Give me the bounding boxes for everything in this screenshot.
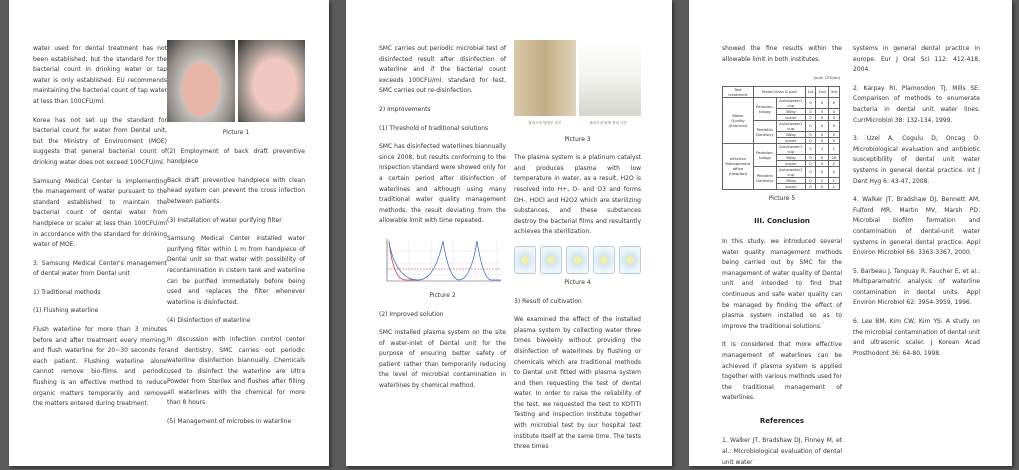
table-cell: 0 <box>816 97 828 108</box>
process-step-icon <box>619 246 641 274</box>
page3-left-column <box>722 44 842 466</box>
table-cell: 1 <box>828 143 839 154</box>
page1-left-column <box>33 44 167 418</box>
subsection-heading: (3) Installation of water purifying filter <box>167 216 282 224</box>
table-header: 3rd <box>828 86 839 97</box>
table-cell: 0 <box>805 177 816 183</box>
table-header: Tested Area & port <box>753 86 805 97</box>
section-heading: 3. Samsung Medical Center's management of dental water from Dental unit <box>33 259 167 278</box>
reference-item: 2. Karpay RI, Plamondon TJ, Mills SE: Comparison of methods to enumerate bacteria in dental unit water lines. CurrMicrobiol 38: 132-134, 1999. <box>853 84 980 124</box>
process-step-icon <box>566 246 588 274</box>
bacterial-count-curve-figure <box>379 235 506 287</box>
paragraph: Samsung Medical Center installed water purifying filter within 1 m from handpiece of Dental unit so that water with possibility of recontamination in cistern tank and waterline can be purified immediately before being used and replaces the filter whenever waterline is disinfected. <box>167 235 305 306</box>
handpiece-photo-left <box>167 40 235 122</box>
paragraph: It is considered that more effective management of waterlines can be achieved if plasma system is applied together with various methods used for the traditional management of waterlines. <box>722 341 842 402</box>
figure-caption: Picture 4 <box>564 278 591 286</box>
table-cell: 0 <box>805 120 816 131</box>
handpiece-photo-right <box>238 40 306 122</box>
paragraph: The plasma system is a platinum catalyst and produces plasma with low temperature in water, as a result, H2O is resolved into H+, O- and O3 and forms OH-, HOCl and H2O2 which are sterilizing substances, and these substances destroy the bacterial films and resultantly achieves the sterilization. <box>514 154 641 236</box>
table-cell: 0 <box>805 137 816 143</box>
picture-3-photos <box>514 40 641 116</box>
section-heading: 2) Improvements <box>379 105 431 113</box>
subsection-heading: (2) Employment of back draft preventive handpiece <box>167 147 305 166</box>
table-cell: 0 <box>816 137 828 143</box>
table-cell: 0 <box>828 114 839 120</box>
table-cell: 0 <box>805 114 816 120</box>
table-cell: scaler <box>777 183 805 189</box>
table-cell: scaler <box>777 137 805 143</box>
table-cell: scaler <box>777 114 805 120</box>
table-header-row <box>723 86 840 97</box>
table-cell: scaler <box>777 160 805 166</box>
plasma-device-photo <box>579 40 641 116</box>
subsection-heading: (4) Disinfection of waterline <box>167 317 251 325</box>
table-cell: 3Way <box>777 154 805 160</box>
page-2 <box>346 0 672 466</box>
table-cell: 0 <box>828 137 839 143</box>
table-cell: Auto/water1 cup <box>777 166 805 177</box>
table-cell: 0 <box>828 131 839 137</box>
table-cell: 0 <box>816 131 828 137</box>
reference-item: 6. Lee BM, Kim CW, Kim YS: A study on the microbial contamination of dental unit and ultrasonic scaler. J Korean Acad Prosthodont 36: 64-80, 1998. <box>853 318 980 357</box>
table-cell: Pediatric Dentistry <box>753 166 776 189</box>
paragraph: We examined the effect of the installed plasma system by collecting water three times biweekly without providing the disinfection of waterlines by flushing or chemicals which are traditional methods to Dental unit fitted with plasma system and then requesting the test of dental water. In order to raise the reliability of the test, we requested the test to KOTITI Testing and Inspection Institute together with microbial test by our hospital test institute itself at the same time. The tests three times <box>514 316 641 451</box>
table-cell: 0 <box>828 166 839 177</box>
photo-label: 플라즈마 발생부 사진 <box>528 121 561 125</box>
figure-caption: Picture 2 <box>429 291 456 299</box>
table-cell: 3Way <box>777 131 805 137</box>
paragraph: SMC has disinfected waterlines biannually since 2008, but results conforming to the inspection standard were showed only for a certain period after disinfection of waterlines and although using many traditional water quality management methods, the result deviating from the allowable limit with time repeated. <box>379 143 506 225</box>
reference-item: 5. Barbeau J, Tanguay R, Faucher E, et al.: Multiparametric analysis of waterline contamination in dental units. Appl Environ Microbiol 62: 3954-3959, 1996. <box>853 267 980 307</box>
table-cell: 1 <box>828 183 839 189</box>
subsection-heading: (2) Improved solution <box>379 310 444 318</box>
table-cell: 0 <box>805 143 816 154</box>
table-cell: Water Quality (External) <box>723 97 754 143</box>
table-cell: Infection Management office (Hospital) <box>723 143 754 189</box>
table-cell: Auto/water1 cup <box>777 120 805 131</box>
table-cell: 0 <box>805 160 816 166</box>
table-row <box>723 143 840 154</box>
table-cell: 0 <box>828 97 839 108</box>
reference-item: 3. Uzel A, Cogulu D, Oncag O: Microbiological evaluation and antibiotic susceptibility of dental unit water systems in general dental practice. Int J Dent Hyg 6: 43-47, 2008. <box>853 135 980 185</box>
table-cell: Pediatric Dentistry <box>753 120 776 143</box>
reference-item: 1. Walker JT, Bradshaw DJ, Finney M, et al.: Microbiological evaluation of dental unit water <box>722 437 842 466</box>
result-table <box>722 86 840 190</box>
table-row <box>723 97 840 108</box>
table-cell: 3Way <box>777 177 805 183</box>
page1-right-column <box>167 40 305 436</box>
table-header: 2nd <box>816 86 828 97</box>
figure-caption: Picture 3 <box>564 135 591 143</box>
subsection-heading: 3) Result of cultivation <box>514 297 582 305</box>
subsection-heading: (5) Management of microbes in waterline <box>167 418 292 426</box>
table-header: Test treatment <box>723 86 754 97</box>
figure-caption: Picture 5 <box>768 194 796 202</box>
table-cell: 0 <box>828 108 839 114</box>
table-cell: 0 <box>816 120 828 131</box>
table-cell: 0 <box>805 108 816 114</box>
table-cell: 0 <box>816 166 828 177</box>
table-cell: Auto/water1 cup <box>777 143 805 154</box>
table-cell: 0 <box>816 183 828 189</box>
table-cell: 3Way <box>777 108 805 114</box>
paragraph: Samsung Medical Center is implementing the management of water pursuant to the standard established to maintain the bacterial count of dental water from handpiece or scaler at less than 100CFU/ml in accordance with the standard for drinking water of MOE. <box>33 177 167 249</box>
paragraph: Flush waterline for more than 3 minutes before and after treatment every morning, and flush waterline for 20~30 seconds for each patient. Flushing waterline alone cannot remove bio-films and periodic flushing is an effective method to reduce organic matters temporarily and remove the matters entered during treatment. <box>33 326 167 408</box>
subsection-heading: 1) Traditional methods <box>33 288 101 296</box>
table-cell: 28 <box>828 154 839 160</box>
subsection-heading: (1) Threshold of traditional solutions <box>379 124 489 132</box>
table-cell: 0 <box>805 97 816 108</box>
table-cell: 0 <box>816 108 828 114</box>
picture-1-photos <box>167 40 305 122</box>
photo-labels <box>514 118 641 129</box>
paragraph: In this study, we introduced several water quality management methods being carried out by SMC for the management of water quality of Dental unit and intended to find that continuous and safe water quality can be managed by finding the effect of plasma system installed so as to improve the traditional solutions. <box>722 237 842 330</box>
page2-right-column <box>514 40 641 461</box>
table-cell: 0 <box>805 183 816 189</box>
table-cell: 0 <box>828 160 839 166</box>
paragraph: In discussion with infection control center and dentistry, SMC carries out periodic waterline disinfection biannually. Chemicals used to disinfect the waterline are Ultra Powder from Sterilex and flushes after filling all waterlines with the chemical for more than 8 hours. <box>167 335 305 407</box>
paragraph: SMC carries out periodic microbial test of disinfected result after disinfection of waterline and if the bacterial count exceeds 100CFU/ml. standard for test, SMC carries out re-disinfection. <box>379 45 506 95</box>
process-step-icon <box>540 246 562 274</box>
table-cell: 2 <box>816 177 828 183</box>
table-cell: Periodon-tology <box>753 143 776 166</box>
page-3 <box>689 0 1012 466</box>
paragraph: showed the fine results within the allowable limit in both institutes. <box>722 45 842 63</box>
reference-item: systems in general dental practice in europe. Eur J Oral Sci 112: 412-418, 2004. <box>853 45 980 74</box>
page-1 <box>9 0 329 466</box>
paragraph: Back draft preventive handpiece with clean head system can prevent the cross infection between patients. <box>167 176 305 205</box>
paragraph: Korea has not set up the standard for bacterial count for water from Dental unit, but the Ministry of Environment (MOE) suggests that general bacterial count of drinking water does not exceed 100CFU/ml. <box>33 116 167 166</box>
table-cell: Periodon-tology <box>753 97 776 120</box>
table-cell: 0 <box>816 160 828 166</box>
table-cell: 1 <box>828 177 839 183</box>
photo-label: 플라즈마 발생 장치 사진 <box>589 121 627 125</box>
process-step-icon <box>593 246 615 274</box>
table-cell: 1 <box>816 143 828 154</box>
table-cell: 0 <box>816 154 828 160</box>
table-cell: 0 <box>828 120 839 131</box>
table-cell: 0 <box>805 154 816 160</box>
process-step-icon <box>514 246 536 274</box>
section-heading: References <box>759 416 805 425</box>
paragraph: SMC installed plasma system on the site of water-inlet of Dental unit for the purpose of ensuring better safety of patient rather than temporarily reducing the level of microbial contamination in waterlines by chemical method. <box>379 329 506 390</box>
sterilization-process-diagram <box>514 246 641 274</box>
table-cell: 0 <box>805 166 816 177</box>
table-cell: Auto/water1 cup <box>777 97 805 108</box>
subsection-heading: (1) Flushing waterline <box>33 307 99 315</box>
section-heading: III. Conclusion <box>754 217 810 226</box>
page3-right-column <box>853 44 980 367</box>
paragraph: water used for dental treatment has not been established; but the standard for the bacterial count in drinking water or tap water is only established. EU recommends maintaining the bacterial count of tap water at less than 100CFU/ml. <box>33 45 167 105</box>
table-cell: 0 <box>805 131 816 137</box>
table-header: 1st <box>805 86 816 97</box>
table-unit: (unit: CFU/ml) <box>813 75 840 81</box>
reference-item: 4. Walker JT, Bradshaw DJ, Bennett AM, Fulford MR, Martin MV, Marsh PD: Microbial biofilm formation and contamination of dental-unit water systems in general dental practice. Appl Environ Microbiol 66: 3363-3367, 2000. <box>853 196 980 257</box>
page2-left-column <box>379 44 506 400</box>
table-cell: 0 <box>816 114 828 120</box>
plasma-generator-part-photo <box>514 40 576 116</box>
figure-caption: Picture 1 <box>222 129 250 136</box>
